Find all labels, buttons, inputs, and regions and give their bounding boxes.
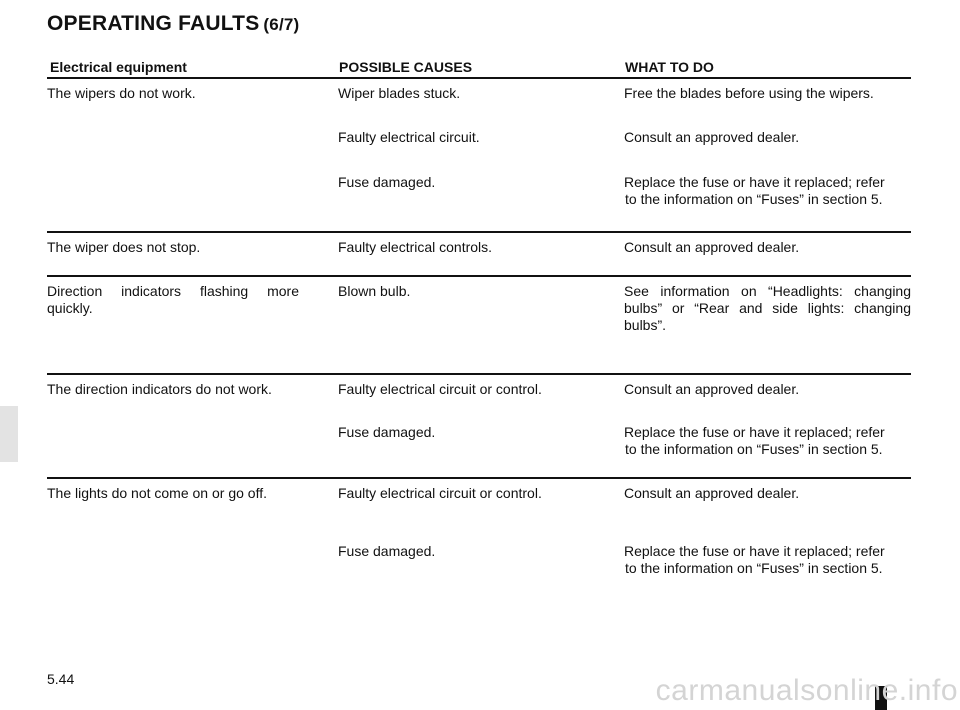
cause: Faulty electrical controls. xyxy=(338,239,493,255)
header-what-to-do: WHAT TO DO xyxy=(625,59,714,75)
remedy-line: Replace the fuse or have it replaced; refer xyxy=(624,174,885,190)
remedy: Free the blades before using the wipers. xyxy=(624,85,874,101)
cause: Faulty electrical circuit. xyxy=(338,129,480,145)
remedy: See information on “Headlights: changing bulbs” or “Rear and side lights: changing bulbs”. xyxy=(624,283,911,333)
page-title-text: OPERATING FAULTS xyxy=(47,12,260,35)
cause: Wiper blades stuck. xyxy=(338,85,461,101)
remedy-line-continued: to the information on “Fuses” in section 5. xyxy=(625,191,883,207)
cause: Faulty electrical circuit or control. xyxy=(338,485,542,501)
remedy-line-continued: to the information on “Fuses” in section 5. xyxy=(625,441,883,457)
table-header xyxy=(47,58,911,79)
remedy: Consult an approved dealer. xyxy=(624,239,800,255)
remedy: Consult an approved dealer. xyxy=(624,129,800,145)
page-title xyxy=(47,12,299,36)
remedy-line: Replace the fuse or have it replaced; refer xyxy=(624,424,885,440)
remedy-line: Replace the fuse or have it replaced; refer xyxy=(624,543,885,559)
symptom: The wiper does not stop. xyxy=(47,239,201,255)
cause: Fuse damaged. xyxy=(338,174,436,190)
fault-group-wiper-not-stopping xyxy=(47,233,911,277)
fault-group-indicators-flashing-quickly xyxy=(47,277,911,375)
remedy xyxy=(624,543,911,577)
cause: Fuse damaged. xyxy=(338,424,436,440)
symptom: The wipers do not work. xyxy=(47,85,196,101)
cause: Fuse damaged. xyxy=(338,543,436,559)
remedy-line-continued: to the information on “Fuses” in section 5. xyxy=(625,560,883,576)
symptom: The lights do not come on or go off. xyxy=(47,485,267,501)
remedy: Consult an approved dealer. xyxy=(624,485,800,501)
header-possible-causes: POSSIBLE CAUSES xyxy=(339,59,473,75)
symptom: Direction indicators flashing more quickly. xyxy=(47,283,299,316)
symptom: The direction indicators do not work. xyxy=(47,381,272,397)
section-tab xyxy=(0,406,18,462)
fault-group-lights xyxy=(47,479,911,589)
cause: Faulty electrical circuit or control. xyxy=(338,381,542,397)
header-equipment: Electrical equipment xyxy=(50,59,187,75)
fault-group-wipers-not-working xyxy=(47,79,911,233)
faults-table xyxy=(47,58,911,589)
cause: Blown bulb. xyxy=(338,283,411,299)
remedy: Consult an approved dealer. xyxy=(624,381,800,397)
remedy xyxy=(624,424,911,458)
fault-group-indicators-not-working xyxy=(47,375,911,479)
page-number: 5.44 xyxy=(47,671,75,687)
page-title-part: (6/7) xyxy=(263,15,300,34)
remedy xyxy=(624,174,911,208)
watermark-text: carmanualsonline.info xyxy=(655,674,958,707)
